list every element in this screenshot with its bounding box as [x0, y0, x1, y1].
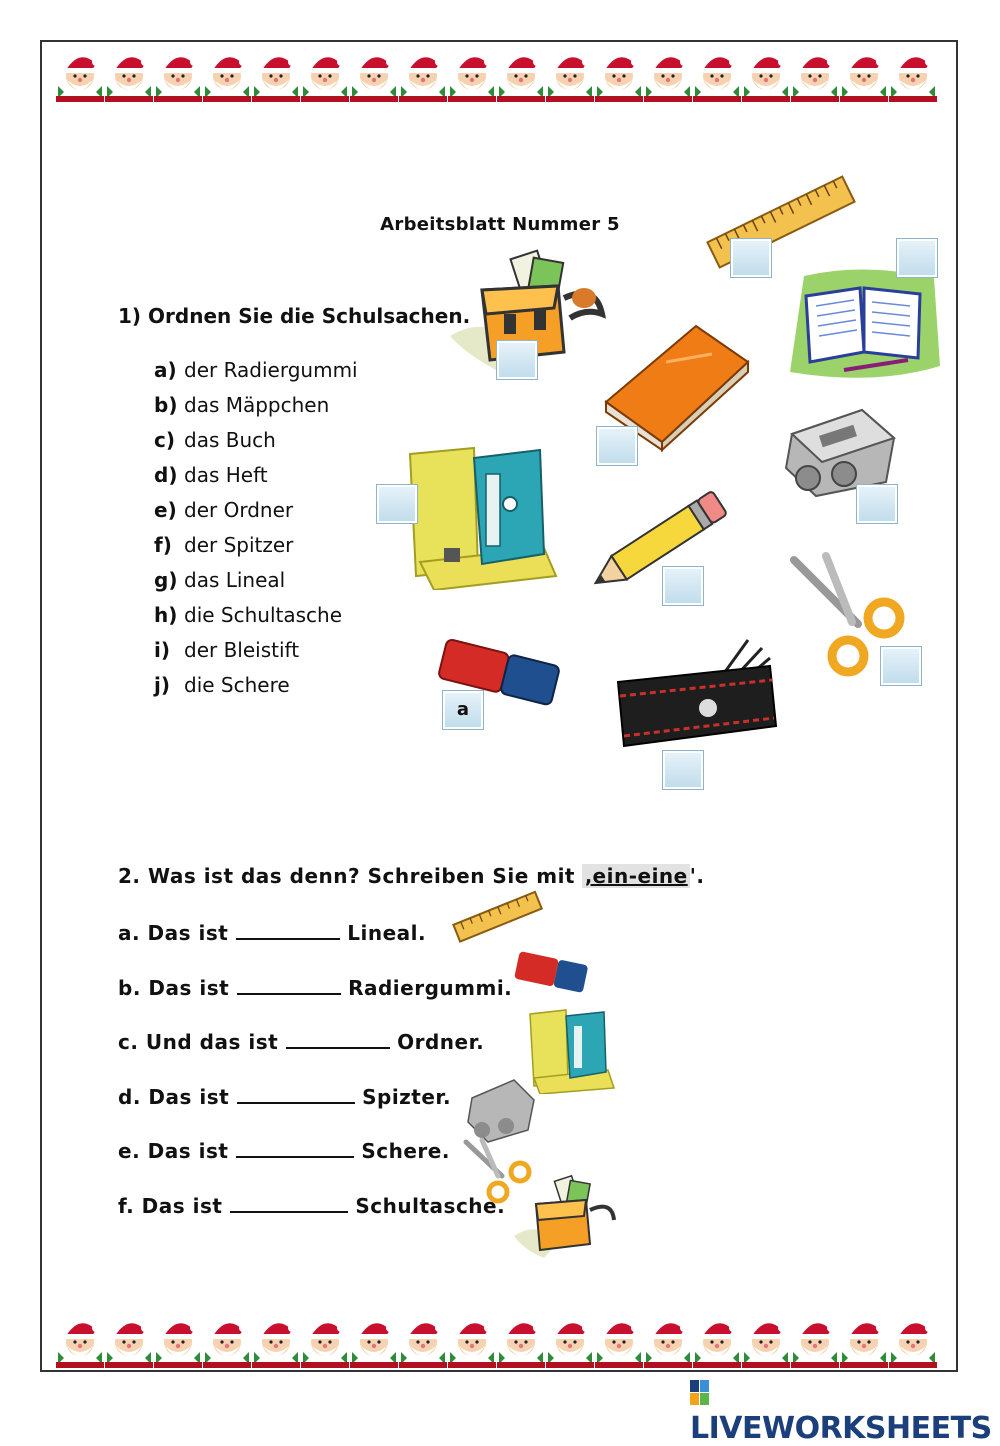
task2-heading: 2. Was ist das denn? Schreiben Sie mit ‚ein-eine '. [118, 864, 705, 888]
answer-box-eraser[interactable]: a [442, 690, 484, 730]
ruler-small-image [450, 888, 544, 948]
sentence-c: c. Und das ist Ordner. [118, 1030, 485, 1054]
binder-image [404, 444, 560, 590]
list-item: c) das Buch [154, 428, 276, 452]
list-item: j) die Schere [154, 673, 290, 697]
answer-box-schoolbag[interactable] [496, 340, 538, 380]
sentence-b: b. Das ist Radiergummi. [118, 976, 513, 1000]
answer-box-sharpener[interactable] [856, 484, 898, 524]
list-item: f) der Spitzer [154, 533, 294, 557]
pencil-case-image [612, 636, 780, 752]
pencil-image [584, 490, 734, 596]
sentence-d: d. Das ist Spizter. [118, 1085, 452, 1109]
blank-e[interactable] [236, 1138, 354, 1158]
answer-box-pencil[interactable] [662, 566, 704, 606]
santa-border-top [56, 46, 944, 102]
sentence-a: a. Das ist Lineal. [118, 921, 427, 945]
blank-b[interactable] [237, 975, 341, 995]
ruler-image [700, 172, 862, 272]
blank-f[interactable] [230, 1193, 348, 1213]
answer-box-pencil-case[interactable] [662, 750, 704, 790]
answer-box-scissors[interactable] [880, 646, 922, 686]
answer-box-exercise-book[interactable] [896, 238, 938, 278]
list-item: a) der Radiergummi [154, 358, 358, 382]
exercise-book-image [784, 266, 944, 386]
list-item: h) die Schultasche [154, 603, 343, 627]
santa-border-bottom [56, 1312, 944, 1368]
list-item: e) der Ordner [154, 498, 294, 522]
blank-a[interactable] [236, 920, 340, 940]
highlight-ein-eine: ‚ein-eine [584, 864, 688, 888]
blank-d[interactable] [237, 1084, 355, 1104]
answer-box-binder[interactable] [376, 484, 418, 524]
list-item: b) das Mäppchen [154, 393, 330, 417]
list-item: d) das Heft [154, 463, 268, 487]
eraser-small-image [512, 946, 590, 1000]
schoolbag-small-image [512, 1172, 616, 1260]
sharpener-small-image [466, 1076, 538, 1146]
sentence-f: f. Das ist Schultasche. [118, 1194, 506, 1218]
worksheet-title: Arbeitsblatt Nummer 5 [380, 214, 620, 235]
binder-small-image [526, 1008, 616, 1094]
vocab-list [154, 356, 358, 706]
sentence-e: e. Das ist Schere. [118, 1139, 450, 1163]
liveworksheets-icon [690, 1380, 710, 1406]
list-item: g) das Lineal [154, 568, 286, 592]
liveworksheets-logo: LIVEWORKSHEETS [690, 1376, 1000, 1446]
answer-box-book[interactable] [596, 426, 638, 466]
task1-heading: 1) Ordnen Sie die Schulsachen. [118, 304, 471, 328]
blank-c[interactable] [286, 1029, 390, 1049]
list-item: i) der Bleistift [154, 638, 300, 662]
answer-box-ruler[interactable] [730, 238, 772, 278]
